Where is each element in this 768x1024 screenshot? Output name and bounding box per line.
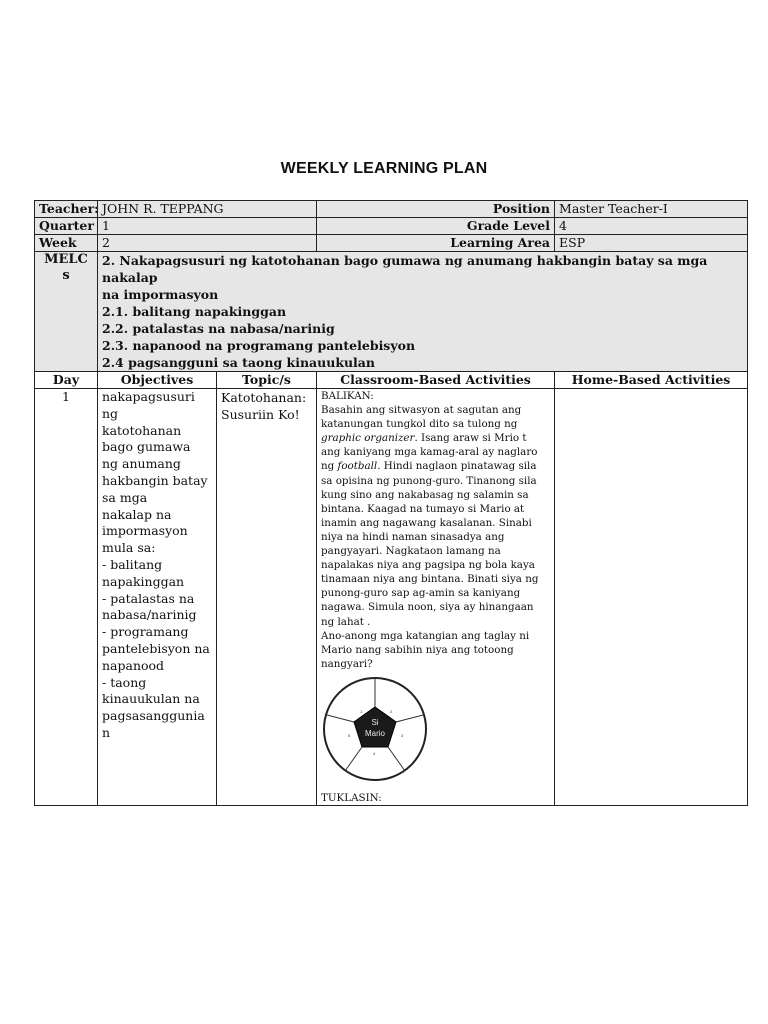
- melc-line: na impormasyon: [102, 287, 219, 302]
- document-title: WEEKLY LEARNING PLAN: [280, 160, 488, 177]
- classroom-activities-cell: BALIKAN: Basahin ang sitwasyon at sagutan ang katanungan tungkol dito sa tulong ng graphic organizer. Isang araw si Mrio t ang kaniyang mga kamag-aral ay naglaro ng football. Hindi naglaon pinatawag sila sa opisina ng punong-guro. Tinanong sila kung sino ang nakabasag ng salamin sa bintana. Kaagad na tumayo si Mario at inamin ang nagawang kasalanan. Sinabi niya na hindi naman sinasadya ang pangyayari. Nagkataon lamang na napalakas niya ang pagsipa ng bola kaya tinamaan niya ang bintana. Binati siya ng punong-guro sap ag-amin sa kaniyang nagawa. Simula noon, siya ay hinangaan ng lahat . Ano-anong mga katangian ang taglay ni Mario nang sabihin niya ang totoong nangyari? Si Mario 1 2 3 4 5 TUKLASIN:: [317, 389, 555, 806]
- activity-heading: BALIKAN:: [321, 390, 374, 402]
- col-classroom: Classroom-Based Activities: [317, 372, 555, 389]
- melcs-text: [98, 252, 748, 372]
- teacher-label: Teacher:: [35, 201, 98, 218]
- col-objectives: Objectives: [98, 372, 217, 389]
- melc-line: 2. Nakapagsusuri ng katotohanan bago gumawa ng anumang hakbangin batay sa mga nakalap: [102, 253, 708, 285]
- position-value: Master Teacher-I: [555, 201, 748, 218]
- melcs-label: MELC s: [35, 252, 98, 372]
- melc-line: 2.2. patalastas na nabasa/narinig: [102, 321, 335, 336]
- learning-plan-table: [34, 200, 748, 806]
- grade-value: 4: [555, 218, 748, 235]
- objectives-cell: nakapagsusuri ng katotohanan bago gumawa ng anumang hakbangin batay sa mga nakalap na impormasyon mula sa: - balitang napakinggan - patalastas na nabasa/narinig - programang pantelebisyon na napanood - taong kinauukulan na pagsasanggunia n: [98, 389, 217, 806]
- col-day: Day: [35, 372, 98, 389]
- quarter-row: [35, 218, 748, 235]
- wheel-number: 5: [348, 732, 351, 738]
- quarter-label: Quarter: [35, 218, 98, 235]
- week-label: Week: [35, 235, 98, 252]
- position-label: Position: [317, 201, 555, 218]
- day-row: [35, 389, 748, 806]
- week-row: [35, 235, 748, 252]
- graphic-organizer-wheel: [321, 675, 431, 783]
- wheel-center-label: Si: [371, 717, 379, 727]
- melc-line: 2.4 pagsangguni sa taong kinauukulan: [102, 355, 375, 370]
- wheel-center-label: Mario: [365, 728, 386, 738]
- wheel-number: 1: [360, 708, 363, 714]
- melcs-row: [35, 252, 748, 372]
- column-header-row: [35, 372, 748, 389]
- melc-line: 2.3. napanood na programang pantelebisyon: [102, 338, 416, 353]
- teacher-row: [35, 201, 748, 218]
- grade-label: Grade Level: [317, 218, 555, 235]
- melc-line: 2.1. balitang napakinggan: [102, 304, 287, 319]
- wheel-number: 3: [401, 732, 404, 738]
- wheel-number: 4: [373, 750, 376, 756]
- area-label: Learning Area: [317, 235, 555, 252]
- home-activities-cell: [555, 389, 748, 806]
- wheel-number: 2: [390, 708, 393, 714]
- topic-cell: Katotohanan: Susuriin Ko!: [217, 389, 317, 806]
- week-value: 2: [98, 235, 317, 252]
- col-home: Home-Based Activities: [555, 372, 748, 389]
- area-value: ESP: [555, 235, 748, 252]
- activity-footer-heading: TUKLASIN:: [321, 791, 382, 804]
- quarter-value: 1: [98, 218, 317, 235]
- teacher-value: JOHN R. TEPPANG: [98, 201, 317, 218]
- day-number: 1: [35, 389, 98, 806]
- col-topic: Topic/s: [217, 372, 317, 389]
